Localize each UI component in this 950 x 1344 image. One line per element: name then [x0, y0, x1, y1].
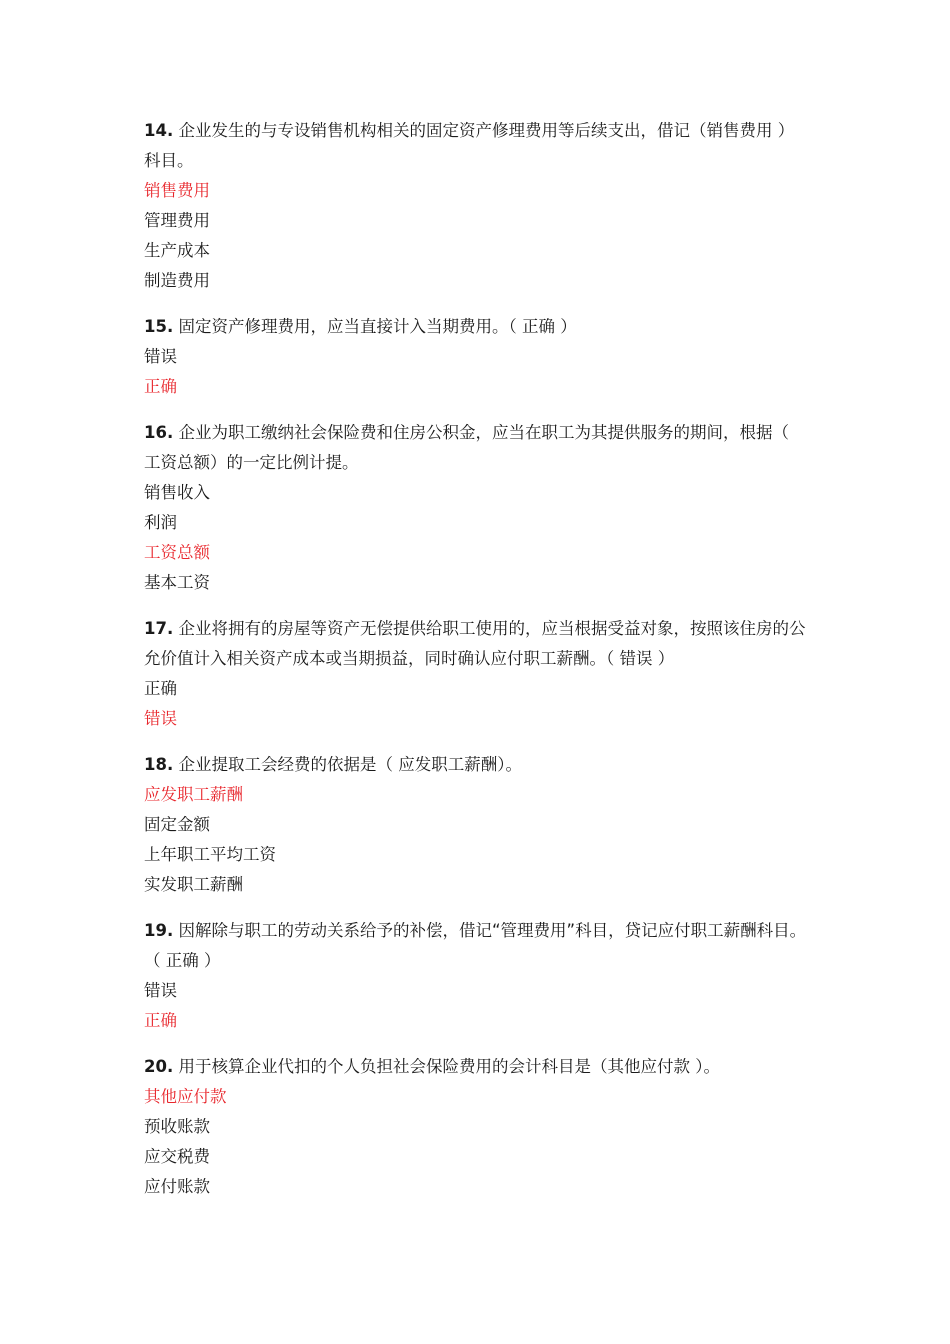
question-20 — [144, 1052, 810, 1202]
question-stem — [144, 116, 810, 176]
option-correct: 工资总额 — [144, 543, 210, 562]
question-number: 19. — [144, 921, 174, 940]
option: 实发职工薪酬 — [144, 875, 243, 894]
question-number: 16. — [144, 423, 174, 442]
option-correct: 错误 — [144, 709, 177, 728]
question-number: 14. — [144, 121, 174, 140]
question-text: 用于核算企业代扣的个人负担社会保险费用的会计科目是（其他应付款 ）。 — [178, 1057, 720, 1076]
question-stem — [144, 916, 810, 976]
option-correct: 应发职工薪酬 — [144, 785, 243, 804]
question-stem — [144, 418, 810, 478]
question-number: 18. — [144, 755, 174, 774]
question-number: 20. — [144, 1057, 174, 1076]
option: 正确 — [144, 679, 177, 698]
question-stem — [144, 750, 810, 780]
question-text: 企业提取工会经费的依据是（ 应发职工薪酬）。 — [178, 755, 522, 774]
option: 错误 — [144, 981, 177, 1000]
option-correct: 其他应付款 — [144, 1087, 227, 1106]
option: 管理费用 — [144, 211, 210, 230]
question-14 — [144, 116, 810, 296]
option: 预收账款 — [144, 1117, 210, 1136]
option: 生产成本 — [144, 241, 210, 260]
question-text: 企业为职工缴纳社会保险费和住房公积金，应当在职工为其提供服务的期间，根据（ 工资总额）的一定比例计提。 — [144, 423, 789, 472]
question-number: 17. — [144, 619, 174, 638]
option: 错误 — [144, 347, 177, 366]
question-text: 企业发生的与专设销售机构相关的固定资产修理费用等后续支出，借记（销售费用 ）科目。 — [144, 121, 795, 170]
question-number: 15. — [144, 317, 174, 336]
option: 固定金额 — [144, 815, 210, 834]
question-text: 因解除与职工的劳动关系给予的补偿，借记“管理费用”科目，贷记应付职工薪酬科目。（ 正确 ） — [144, 921, 807, 970]
question-stem — [144, 1052, 810, 1082]
question-19 — [144, 916, 810, 1036]
option: 应付账款 — [144, 1177, 210, 1196]
question-text: 固定资产修理费用，应当直接计入当期费用。（ 正确 ） — [178, 317, 577, 336]
option: 上年职工平均工资 — [144, 845, 276, 864]
question-15 — [144, 312, 810, 402]
option: 基本工资 — [144, 573, 210, 592]
question-17 — [144, 614, 810, 734]
option: 制造费用 — [144, 271, 210, 290]
question-text: 企业将拥有的房屋等资产无偿提供给职工使用的，应当根据受益对象，按照该住房的公允价值计入相关资产成本或当期损益，同时确认应付职工薪酬。（ 错误 ） — [144, 619, 806, 668]
option: 利润 — [144, 513, 177, 532]
question-16 — [144, 418, 810, 598]
question-18 — [144, 750, 810, 900]
option-correct: 正确 — [144, 377, 177, 396]
option-correct: 销售费用 — [144, 181, 210, 200]
option: 销售收入 — [144, 483, 210, 502]
option: 应交税费 — [144, 1147, 210, 1166]
option-correct: 正确 — [144, 1011, 177, 1030]
question-stem — [144, 614, 810, 674]
question-stem — [144, 312, 810, 342]
